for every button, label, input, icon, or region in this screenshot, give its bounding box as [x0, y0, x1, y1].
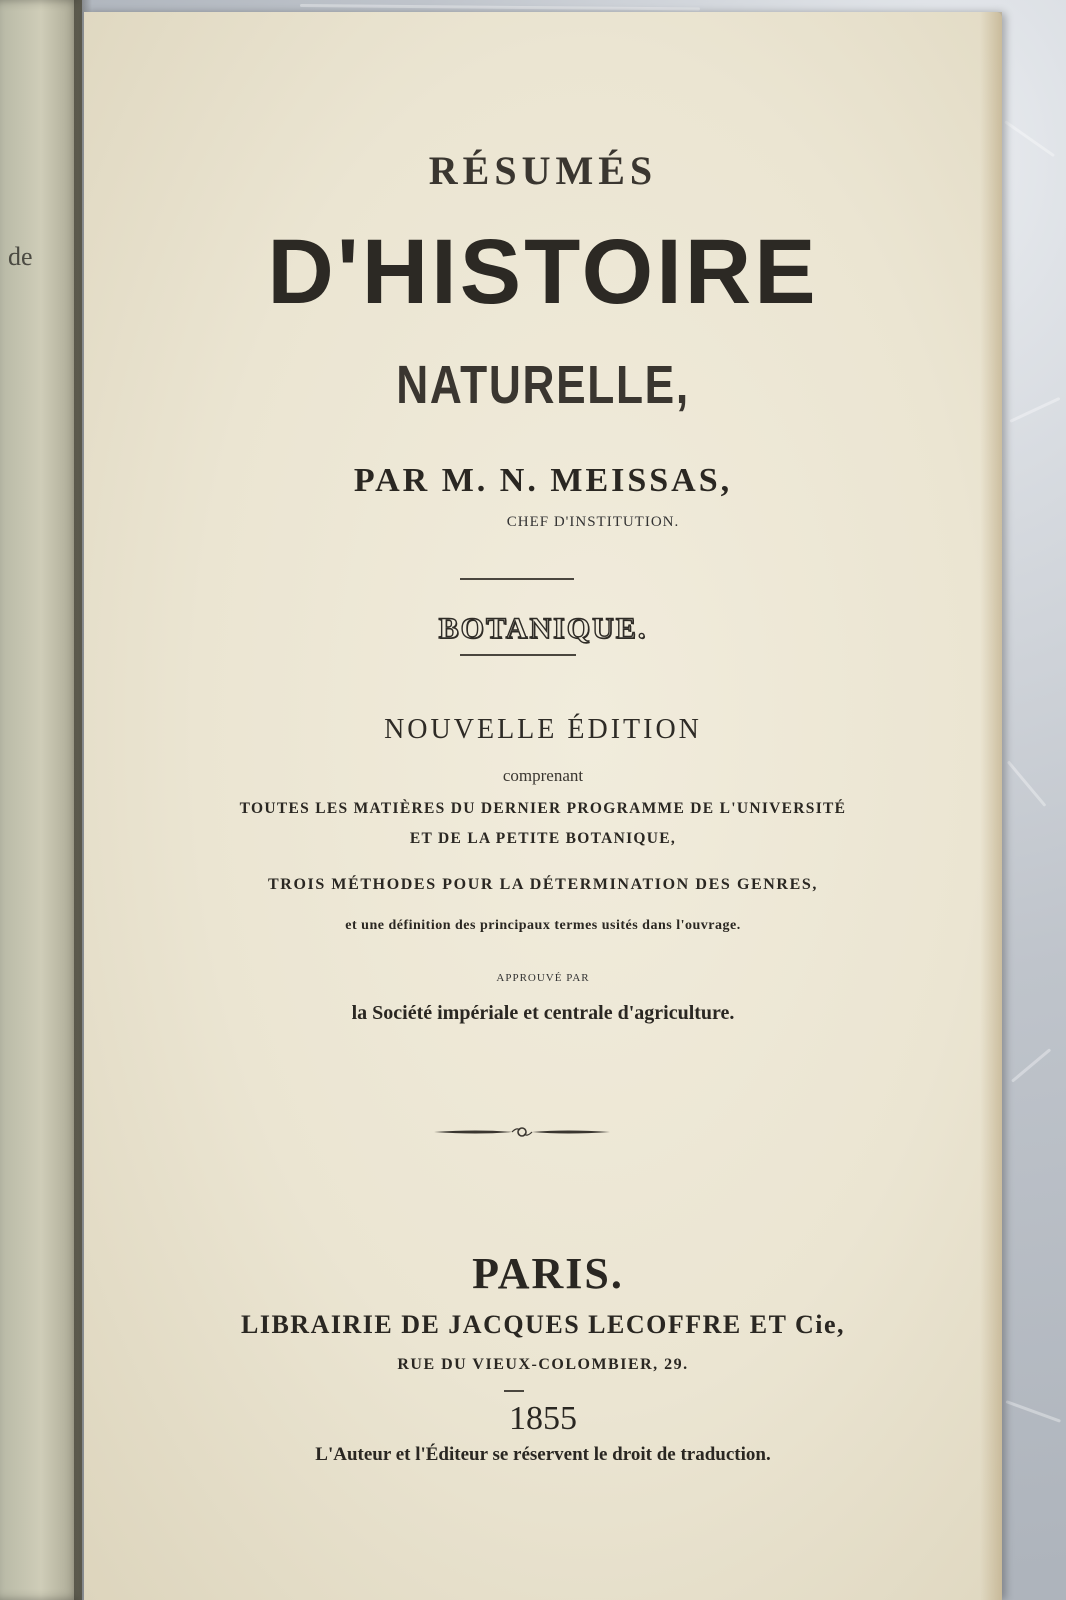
background-wrinkle: [1009, 397, 1060, 423]
rights-notice: L'Auteur et l'Éditeur se réservent le droit de traduction.: [315, 1444, 771, 1465]
publisher-line: LIBRAIRIE DE JACQUES LECOFFRE ET Cie,: [240, 1310, 845, 1339]
contents-line-2: ET DE LA PETITE BOTANIQUE,: [409, 830, 677, 847]
approving-society: la Société impériale et centrale d'agriculture.: [351, 1002, 735, 1024]
title-page: [84, 12, 1002, 1600]
divider-rule-bottom: [460, 654, 576, 656]
comprenant-text: comprenant: [502, 766, 584, 785]
title-resumes: RÉSUMÉS: [428, 148, 658, 193]
background-wrinkle: [1007, 761, 1047, 807]
contents-line-1: TOUTES LES MATIÈRES DU DERNIER PROGRAMME DE L'UNIVERSITÉ: [239, 800, 847, 817]
address-line: RUE DU VIEUX-COLOMBIER, 29.: [397, 1356, 689, 1373]
city-line: PARIS.: [472, 1249, 624, 1298]
printers-ornament-icon: [434, 1124, 610, 1140]
background-wrinkle: [300, 4, 700, 10]
year-divider: [504, 1390, 524, 1392]
publication-year: 1855: [509, 1400, 577, 1437]
edition-heading: NOUVELLE ÉDITION: [384, 714, 702, 745]
methods-line: TROIS MÉTHODES POUR LA DÉTERMINATION DES GENRES,: [268, 876, 818, 893]
divider-rule-top: [460, 578, 574, 580]
background-wrinkle: [1011, 1048, 1051, 1082]
approved-by-label: APPROUVÉ PAR: [496, 972, 590, 984]
background-wrinkle: [1005, 1400, 1061, 1423]
left-page-text-fragment: de: [8, 242, 33, 271]
definitions-line: et une définition des principaux termes usités dans l'ouvrage.: [345, 918, 741, 933]
background-wrinkle: [1004, 120, 1055, 157]
left-facing-page: [0, 0, 82, 1600]
title-naturelle: NATURELLE,: [396, 355, 690, 415]
title-histoire: D'HISTOIRE: [267, 221, 819, 323]
subject-title: BOTANIQUE.: [438, 612, 648, 645]
author-name: PAR M. N. MEISSAS,: [353, 462, 733, 499]
author-role: CHEF D'INSTITUTION.: [506, 514, 680, 530]
